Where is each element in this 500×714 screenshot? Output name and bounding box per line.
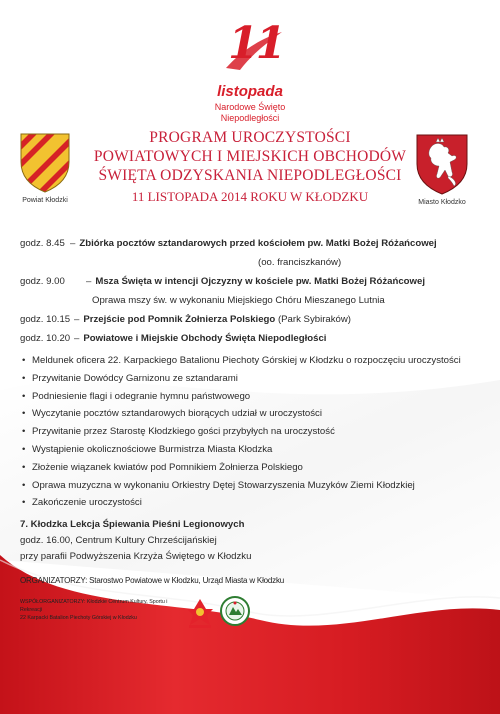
bullet: • (22, 443, 26, 455)
bullet: • (22, 461, 26, 473)
co-organizers-text-1: Kłodzkie Centrum Kultury, Sportu i Rekreacji (20, 599, 168, 613)
lesson-line-2: przy parafii Podwyższenia Krzyża Świętego w Kłodzku (20, 551, 252, 562)
crest-left-caption: Powiat Kłodzki (22, 197, 68, 204)
list-item-text: Złożenie wiązanek kwiatów pod Pomnikiem Żołnierza Polskiego (32, 461, 303, 473)
ceremony-list (22, 352, 492, 512)
schedule-row (20, 272, 490, 291)
bullet: • (22, 426, 26, 438)
schedule-row (20, 234, 490, 253)
logo-subtitle-1: Narodowe Święto (214, 102, 286, 112)
list-item (22, 423, 492, 441)
schedule-event: Przejście pod Pomnik Żołnierza Polskiego (83, 314, 276, 325)
dash: – (74, 333, 80, 344)
schedule-event: Zbiórka pocztów sztandarowych przed kościołem pw. Matki Bożej Różańcowej (79, 238, 437, 249)
singing-lesson (20, 517, 490, 565)
schedule-time: godz. 10.20 (20, 333, 71, 344)
dash: – (70, 238, 76, 249)
crest-right-caption: Miasto Kłodzko (418, 199, 466, 206)
co-organizers-text-2: 22 Karpacki Batalion Piechoty Górskiej w Kłodzku (20, 615, 137, 621)
schedule-time: godz. 8.45 (20, 238, 65, 249)
list-item-text: Meldunek oficera 22. Karpackiego Batalionu Piechoty Górskiej w Kłodzku o rozpoczęciu uroczystości (32, 355, 461, 366)
co-organizers-label: WSPÓŁORGANIZATORZY: (20, 599, 86, 605)
schedule-time: godz. 10.15 (20, 314, 71, 325)
program-title (86, 128, 414, 206)
crest-miasto-klodzko (412, 132, 472, 206)
list-item (22, 370, 492, 388)
list-item-text: Przywitanie Dowódcy Garnizonu ze sztandarami (32, 372, 238, 384)
bullet: • (22, 479, 26, 491)
list-item (22, 494, 492, 512)
title-line-2: POWIATOWYCH I MIEJSKICH OBCHODÓW (93, 148, 407, 165)
schedule-note (20, 291, 490, 310)
bullet: • (22, 497, 26, 509)
schedule-time: godz. 9.00 (20, 276, 65, 287)
schedule-event: Msza Święta w intencji Ojczyzny w kościele pw. Matki Bożej Różańcowej (95, 276, 425, 287)
organizers (20, 576, 380, 585)
title-date: 11 LISTOPADA 2014 ROKU W KŁODZKU (131, 189, 369, 204)
schedule (20, 234, 490, 348)
list-item (22, 441, 492, 459)
list-item (22, 352, 492, 370)
bullet: • (22, 390, 26, 402)
schedule-note-text: Oprawa mszy św. w wykonaniu Miejskiego Chóru Mieszanego Lutnia (92, 295, 385, 306)
bullet: • (22, 355, 26, 366)
schedule-note-text: (Park Sybiraków) (277, 314, 351, 325)
list-item-text: Wyczytanie pocztów sztandarowych biorących udział w uroczystości (32, 408, 322, 420)
organizers-text: Starostwo Powiatowe w Kłodzku, Urząd Miasta w Kłodzku (89, 576, 284, 585)
dash: – (74, 314, 80, 325)
logo-word: listopada (217, 83, 283, 100)
list-item-text: Zakończenie uroczystości (32, 497, 142, 509)
list-item (22, 477, 492, 495)
bullet: • (22, 408, 26, 420)
schedule-note (20, 253, 490, 272)
lion-shield-icon (414, 132, 470, 196)
dash: – (86, 276, 92, 287)
co-organizers (20, 598, 190, 622)
lesson-heading: 7. Kłodzka Lekcja Śpiewania Pieśni Legionowych (20, 519, 245, 530)
title-line-1: PROGRAM UROCZYSTOŚCI (149, 129, 351, 146)
logo-number: 11 (228, 18, 284, 69)
list-item (22, 388, 492, 406)
schedule-row (20, 310, 490, 329)
title-line-3: ŚWIĘTA ODZYSKANIA NIEPODLEGŁOŚCI (98, 167, 402, 184)
logo-subtitle-2: Niepodległości (220, 113, 280, 123)
striped-shield-icon (19, 132, 71, 194)
culture-center-logo-icon (186, 597, 214, 629)
lesson-line-1: godz. 16.00, Centrum Kultury Chrześcijańskiej (20, 535, 217, 546)
crest-powiat-klodzki (16, 132, 74, 204)
list-item-text: Podniesienie flagi i odegranie hymnu państwowego (32, 390, 251, 402)
list-item-text: Oprawa muzyczna w wykonaniu Orkiestry Dętej Stowarzyszenia Muzyków Ziemi Kłodzkiej (32, 479, 415, 491)
schedule-row (20, 329, 490, 348)
list-item (22, 405, 492, 423)
schedule-event: Powiatowe i Miejskie Obchody Święta Niepodległości (83, 333, 327, 344)
schedule-note-text: (oo. franciszkanów) (258, 257, 342, 268)
bullet: • (22, 372, 26, 384)
list-item-text: Wystąpienie okolicznościowe Burmistrza Miasta Kłodzka (32, 443, 273, 455)
list-item-text: Przywitanie przez Starostę Kłodzkiego gości przybyłych na uroczystość (32, 426, 335, 438)
battalion-badge-icon (220, 596, 250, 626)
list-item (22, 459, 492, 477)
organizers-label: ORGANIZATORZY: (20, 576, 88, 585)
